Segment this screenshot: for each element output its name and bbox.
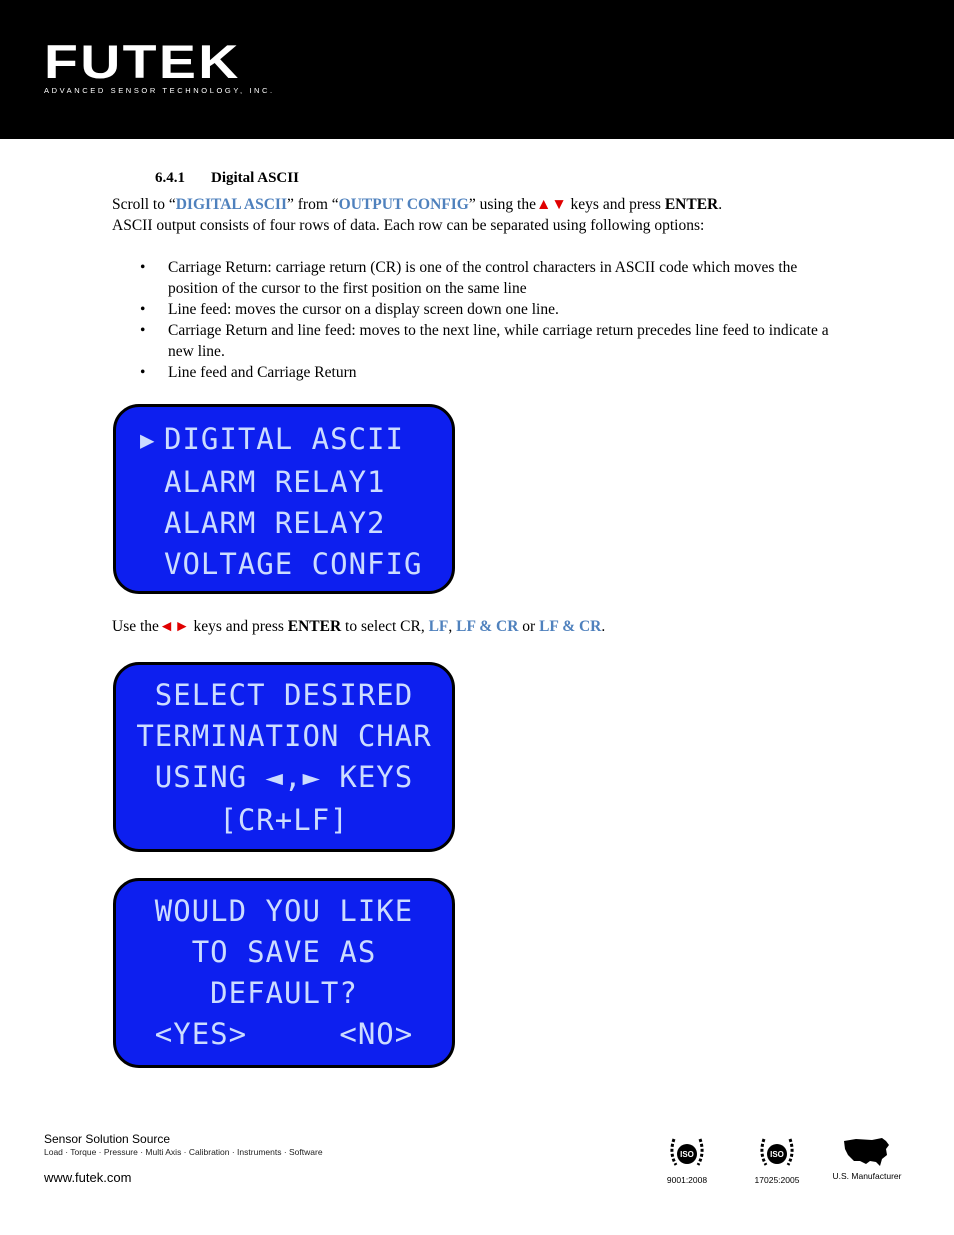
lcd-line: DEFAULT?: [210, 976, 358, 1010]
logo-wordmark: FUTEK: [44, 35, 241, 88]
intro-line-1: Scroll to “DIGITAL ASCII” from “OUTPUT CONFIG” using the▲▼ keys and press ENTER.: [112, 196, 723, 213]
termination-options-list: [112, 257, 842, 383]
logo-subtitle: ADVANCED SENSOR TECHNOLOGY, INC.: [44, 86, 275, 95]
enter-keyword: ENTER: [287, 618, 342, 635]
list-item: • Line feed: moves the cursor on a display screen down one line.: [112, 299, 842, 320]
section-heading: [155, 170, 299, 187]
output-config-keyword: OUTPUT CONFIG: [338, 196, 469, 213]
lcd-line: USING ◄,► KEYS: [154, 760, 414, 794]
section-title: Digital ASCII: [211, 170, 299, 186]
us-manufacturer-label: U.S. Manufacturer: [832, 1171, 902, 1181]
iso-17025-label: 17025:2005: [754, 1175, 800, 1185]
intro-line-2: ASCII output consists of four rows of data. Each row can be separated using following options:: [112, 217, 705, 234]
footer-website-link[interactable]: www.futek.com: [44, 1170, 132, 1185]
iso-17025-cert: [742, 1135, 812, 1185]
usa-map-icon: [842, 1135, 892, 1169]
lcd-line: TERMINATION CHAR: [136, 719, 432, 753]
lcd-screen-menu: [113, 404, 455, 594]
lcd-menu-item-alarm-relay2: ALARM RELAY2: [164, 506, 386, 540]
us-manufacturer-cert: [826, 1135, 908, 1181]
lcd-menu-item-digital-ascii: DIGITAL ASCII: [164, 422, 404, 456]
option-lf: LF: [428, 618, 449, 635]
lcd-line: WOULD YOU LIKE: [154, 894, 414, 928]
enter-keyword: ENTER: [664, 196, 719, 213]
footer-tagline: Sensor Solution Source: [44, 1132, 171, 1146]
section-number: 6.4.1: [155, 170, 185, 186]
lcd-selected-value: [CR+LF]: [219, 803, 349, 837]
use-keys-instruction: Use the◄► keys and press ENTER to select CR, LF, LF & CR or LF & CR.: [112, 618, 606, 635]
list-item: • Line feed and Carriage Return: [112, 362, 842, 383]
iso-9001-cert: [652, 1135, 722, 1185]
footer-tagline-block: [44, 1132, 323, 1157]
page-header: [0, 0, 954, 139]
iso-laurel-icon: [756, 1135, 798, 1173]
iso-9001-label: 9001:2008: [666, 1175, 708, 1185]
lcd-yes-no-options: <YES> <NO>: [154, 1017, 414, 1051]
option-lf-cr-2: LF & CR: [539, 618, 602, 635]
up-down-arrows-icon: ▲▼: [535, 196, 567, 213]
lcd-menu-item-voltage-config: VOLTAGE CONFIG: [164, 547, 423, 581]
option-lf-cr: LF & CR: [456, 618, 519, 635]
left-right-arrows-icon: ◄►: [158, 618, 190, 635]
digital-ascii-keyword: DIGITAL ASCII: [175, 196, 287, 213]
list-item: • Carriage Return: carriage return (CR) is one of the control characters in ASCII code which moves the position of the cursor to the first position on the same line: [112, 257, 842, 299]
lcd-screen-save-default: [113, 878, 455, 1068]
lcd-screen-termination: [113, 662, 455, 852]
lcd-line: SELECT DESIRED: [154, 678, 414, 712]
lcd-menu-item-alarm-relay1: ALARM RELAY1: [164, 465, 386, 499]
list-item: • Carriage Return and line feed: moves to the next line, while carriage return precedes line feed to indicate a new line.: [112, 320, 842, 362]
footer-products: Load · Torque · Pressure · Multi Axis · Calibration · Instruments · Software: [44, 1147, 323, 1157]
iso-laurel-icon: [666, 1135, 708, 1173]
futek-logo: [44, 35, 275, 95]
svg-text:ISO: ISO: [770, 1150, 784, 1159]
svg-text:ISO: ISO: [680, 1150, 694, 1159]
cursor-arrow-icon: ▶: [140, 426, 156, 454]
lcd-line: TO SAVE AS: [191, 935, 377, 969]
